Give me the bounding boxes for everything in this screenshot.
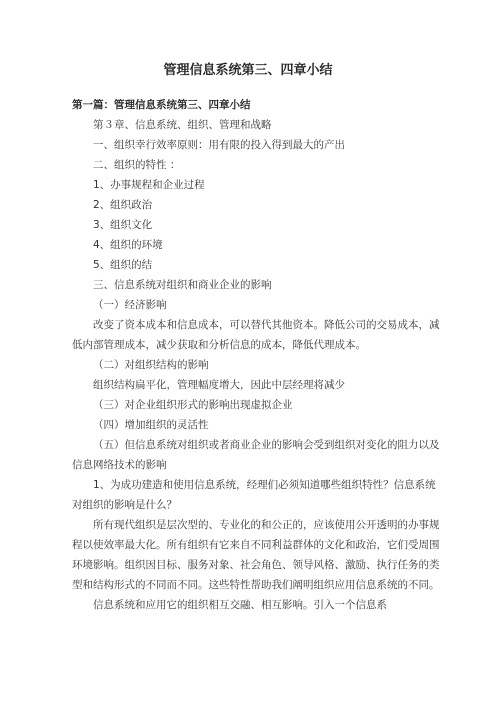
subheading: （一）经济影响 [93,299,167,311]
paragraph: 改变了资本成本和信息成本，可以替代其他资本。降低公司的交易成本，减低内部管理成本，减少获取和分析信息的成本，降低代理成本。 [72,319,440,351]
paragraph: 1、为成功建造和使用信息系统，经理们必须知道哪些组织特性？信息系统对组织的影响是什么？ [72,479,436,511]
subheading: （三）对企业组织形式的影响出现虚拟企业 [93,399,293,411]
section-heading: 第一篇：管理信息系统第三、四章小结 [72,99,251,111]
list-item: 4、组织的环境 [93,239,163,251]
document-body [72,95,440,615]
list-item: 3、组织文化 [93,219,153,231]
list-item: 5、组织的结 [93,259,153,271]
paragraph: 一、组织幸行效率原则：用有限的投入得到最大的产出 [93,139,345,151]
paragraph: 三、信息系统对组织和商业企业的影响 [93,279,272,291]
paragraph: 信息系统和应用它的组织相互交融、相互影响。引入一个信息系 [93,599,387,611]
paragraph: （五）但信息系统对组织或者商业企业的影响会受到组织对变化的阻力以及信息网络技术的影响 [72,439,440,471]
list-item: 1、办事规程和企业过程 [93,179,205,191]
paragraph: 二、组织的特性 ： [93,159,181,171]
document-title: 管理信息系统第三、四章小结 [163,63,333,78]
subheading: （四）增加组织的灵活性 [93,419,209,431]
paragraph: 第３章、信息系统、组织、管理和战略 [93,119,272,131]
paragraph: 所有现代组织是层次型的、专业化的和公正的，应该使用公开透明的办事规程以使效率最大化。所有组织有它来自不同利益群体的文化和政治，它们受周围环境影响。组织因目标、服务对象、社会角色、领导风格、激励、执行任务的类型和结构形式的不同而不同。这些特性帮助我们阐明组织应用信息系统的不同。 [72,519,440,591]
subheading: （二）对组织结构的影响 [93,359,209,371]
list-item: 2、组织政治 [93,199,153,211]
paragraph: 组织结构扁平化，管理幅度增大，因此中层经理将减少 [93,379,345,391]
